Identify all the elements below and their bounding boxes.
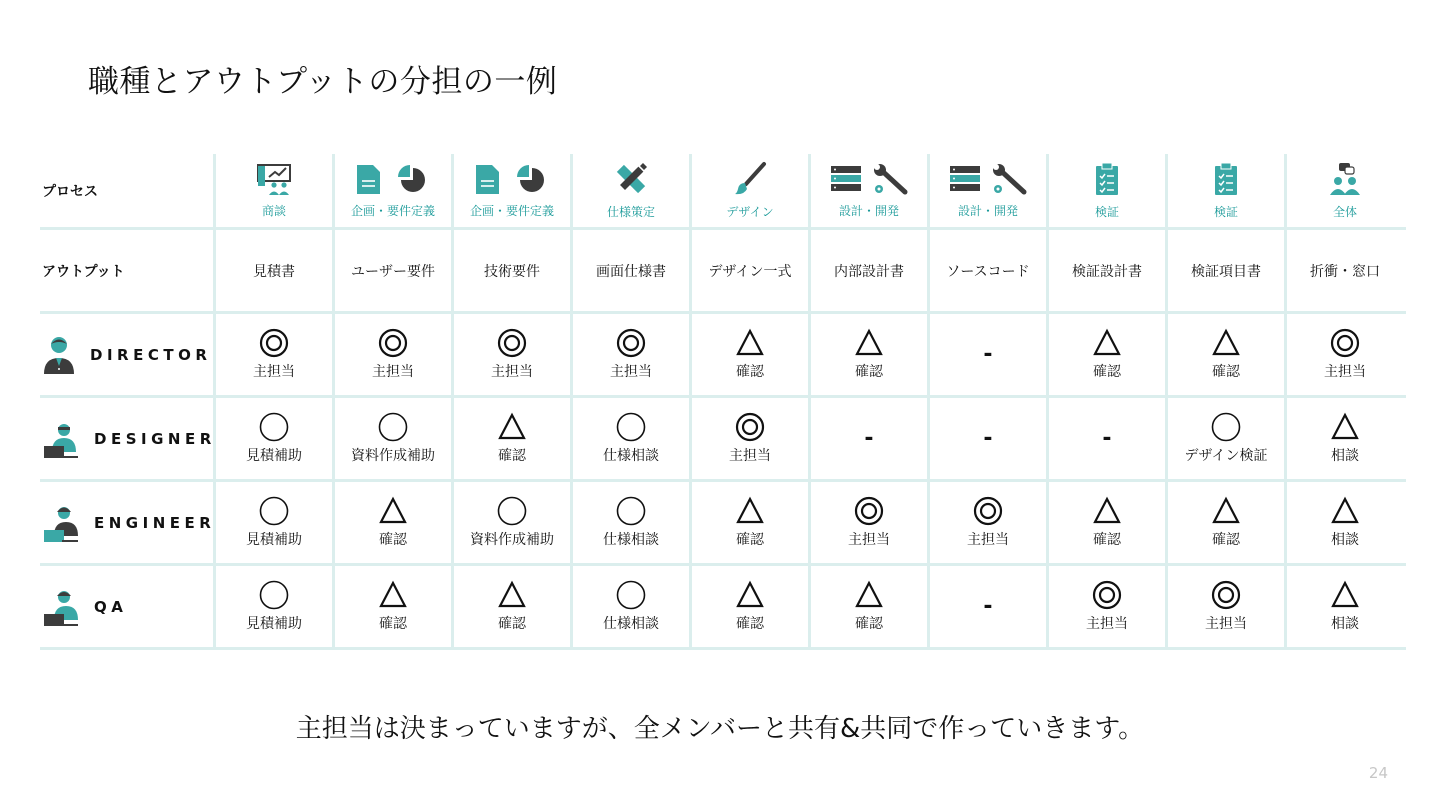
output-label: ソースコード: [946, 263, 1030, 280]
none-mark: -: [983, 342, 993, 367]
assignment-label: 確認: [498, 616, 526, 632]
assignment-cell: [213, 398, 332, 479]
assignment-label: 見積補助: [246, 616, 302, 632]
circle-mark: [616, 412, 646, 442]
process-cell: [808, 154, 927, 227]
circle-mark: [497, 496, 527, 526]
clipboard-checklist-icon: [1211, 161, 1241, 197]
assignment-cell: [213, 314, 332, 395]
assignment-label: 主担当: [610, 364, 652, 380]
process-cell: [213, 154, 332, 227]
assignment-label: 主担当: [253, 364, 295, 380]
process-cell: [927, 154, 1046, 227]
output-cell: [1284, 230, 1403, 311]
assignment-label: 相談: [1331, 448, 1359, 464]
assignment-cell: [570, 482, 689, 563]
assignment-label: 確認: [1093, 364, 1121, 380]
output-cell: [808, 230, 927, 311]
assignment-cell: [1046, 566, 1165, 647]
role-header: [40, 566, 213, 647]
document-pie-chart-icon: [353, 162, 433, 196]
output-cell: [332, 230, 451, 311]
assignment-label: 確認: [736, 532, 764, 548]
triangle-mark: [1330, 412, 1360, 442]
output-cell: [451, 230, 570, 311]
role-name: ENGINEER: [94, 513, 216, 532]
double-circle-mark: [1092, 580, 1122, 610]
output-label: 検証設計書: [1072, 263, 1142, 280]
assignment-label: 資料作成補助: [470, 532, 554, 548]
triangle-mark: [1211, 496, 1241, 526]
paintbrush-icon: [732, 161, 768, 197]
circle-mark: [616, 580, 646, 610]
assignment-cell: [689, 566, 808, 647]
assignment-label: 主担当: [1205, 616, 1247, 632]
assignment-label: 確認: [855, 616, 883, 632]
output-label: 技術要件: [484, 263, 540, 280]
double-circle-mark: [735, 412, 765, 442]
assignment-cell: [1165, 566, 1284, 647]
assignment-label: 確認: [736, 616, 764, 632]
process-row: [40, 154, 1406, 230]
process-label: 企画・要件定義: [469, 204, 554, 218]
triangle-mark: [378, 496, 408, 526]
output-cell: [689, 230, 808, 311]
assignment-cell: [689, 482, 808, 563]
assignment-cell: [332, 566, 451, 647]
triangle-mark: [854, 328, 884, 358]
pencil-ruler-icon: [613, 161, 649, 197]
process-label: 検証: [1213, 205, 1238, 219]
role-name: DIRECTOR: [90, 345, 212, 364]
assignment-cell: [1046, 398, 1165, 479]
assignment-cell: [927, 398, 1046, 479]
assignment-cell: [1165, 482, 1284, 563]
assignment-cell: [1046, 314, 1165, 395]
double-circle-mark: [259, 328, 289, 358]
assignment-label: 確認: [1212, 532, 1240, 548]
triangle-mark: [1211, 328, 1241, 358]
circle-mark: [378, 412, 408, 442]
assignment-label: 主担当: [848, 532, 890, 548]
output-label: ユーザー要件: [351, 263, 435, 280]
assignment-cell: [927, 482, 1046, 563]
assignment-label: 仕様相談: [603, 448, 659, 464]
output-label: 画面仕様書: [596, 263, 666, 280]
assignment-label: 確認: [1093, 532, 1121, 548]
assignment-label: 見積補助: [246, 448, 302, 464]
assignment-label: 主担当: [491, 364, 533, 380]
double-circle-mark: [378, 328, 408, 358]
triangle-mark: [1330, 580, 1360, 610]
process-label: 設計・開発: [838, 204, 899, 218]
assignment-label: 確認: [855, 364, 883, 380]
process-cell: [332, 154, 451, 227]
process-label: 仕様策定: [606, 205, 655, 219]
server-wrench-icon: [947, 162, 1029, 196]
document-pie-chart-icon: [472, 162, 552, 196]
designer-person-icon: [42, 418, 80, 460]
assignment-cell: [451, 482, 570, 563]
director-person-icon: [42, 334, 76, 376]
process-label: 設計・開発: [957, 204, 1018, 218]
none-mark: -: [1102, 426, 1112, 451]
output-label: 見積書: [253, 263, 295, 280]
assignment-cell: [451, 314, 570, 395]
assignment-cell: [1165, 398, 1284, 479]
assignment-label: 主担当: [372, 364, 414, 380]
assignment-cell: [808, 482, 927, 563]
team-chat-icon: [1327, 161, 1363, 197]
role-name: DESIGNER: [94, 429, 216, 448]
assignment-cell: [570, 398, 689, 479]
triangle-mark: [1092, 328, 1122, 358]
assignment-label: 主担当: [1086, 616, 1128, 632]
assignment-cell: [689, 398, 808, 479]
assignment-cell: [213, 482, 332, 563]
circle-mark: [259, 412, 289, 442]
assignment-cell: [451, 398, 570, 479]
assignment-cell: [927, 314, 1046, 395]
qa-person-icon: [42, 586, 80, 628]
process-cell: [689, 154, 808, 227]
assignment-label: 相談: [1331, 616, 1359, 632]
output-cell: [1165, 230, 1284, 311]
output-label: デザイン一式: [708, 263, 792, 280]
double-circle-mark: [854, 496, 884, 526]
process-cell: [1165, 154, 1284, 227]
assignment-cell: [1046, 482, 1165, 563]
assignment-cell: [808, 398, 927, 479]
page-number: 24: [1368, 764, 1388, 782]
assignment-cell: [1284, 398, 1403, 479]
process-row-header: プロセス: [42, 183, 98, 200]
process-label: 企画・要件定義: [350, 204, 435, 218]
output-cell: [1046, 230, 1165, 311]
assignment-label: 相談: [1331, 532, 1359, 548]
assignment-label: 確認: [379, 616, 407, 632]
output-row: [40, 230, 1406, 314]
triangle-mark: [735, 328, 765, 358]
assignment-cell: [213, 566, 332, 647]
output-row-header: アウトプット: [42, 263, 125, 280]
assignment-label: 仕様相談: [603, 616, 659, 632]
presentation-board-icon: [255, 162, 293, 196]
responsibility-table: [40, 154, 1406, 650]
process-label: 商談: [261, 204, 286, 218]
triangle-mark: [497, 580, 527, 610]
triangle-mark: [378, 580, 408, 610]
assignment-cell: [1165, 314, 1284, 395]
assignment-label: 確認: [379, 532, 407, 548]
process-cell: [451, 154, 570, 227]
none-mark: -: [983, 594, 993, 619]
circle-mark: [1211, 412, 1241, 442]
role-header: [40, 314, 213, 395]
output-cell: [213, 230, 332, 311]
circle-mark: [259, 496, 289, 526]
process-label: 検証: [1094, 205, 1119, 219]
assignment-cell: [332, 482, 451, 563]
role-row-qa: [40, 566, 1406, 650]
role-header: [40, 482, 216, 563]
double-circle-mark: [497, 328, 527, 358]
assignment-cell: [1284, 482, 1403, 563]
triangle-mark: [1092, 496, 1122, 526]
assignment-label: デザイン検証: [1184, 448, 1268, 464]
none-mark: -: [983, 426, 993, 451]
assignment-cell: [808, 314, 927, 395]
assignment-cell: [332, 314, 451, 395]
assignment-label: 確認: [498, 448, 526, 464]
role-row-designer: [40, 398, 1406, 482]
clipboard-checklist-icon: [1092, 161, 1122, 197]
process-label: 全体: [1332, 205, 1357, 219]
assignment-cell: [927, 566, 1046, 647]
triangle-mark: [854, 580, 884, 610]
role-row-director: [40, 314, 1406, 398]
assignment-label: 仕様相談: [603, 532, 659, 548]
role-row-engineer: [40, 482, 1406, 566]
slide-title: 職種とアウトプットの分担の一例: [88, 64, 558, 100]
triangle-mark: [735, 580, 765, 610]
assignment-cell: [570, 566, 689, 647]
assignment-label: 確認: [1212, 364, 1240, 380]
role-name: QA: [94, 597, 128, 616]
output-cell: [927, 230, 1046, 311]
double-circle-mark: [973, 496, 1003, 526]
assignment-label: 確認: [736, 364, 764, 380]
process-cell: [1046, 154, 1165, 227]
triangle-mark: [1330, 496, 1360, 526]
assignment-label: 主担当: [1324, 364, 1366, 380]
process-label: デザイン: [726, 205, 774, 219]
server-wrench-icon: [828, 162, 910, 196]
assignment-cell: [1284, 314, 1403, 395]
assignment-label: 主担当: [729, 448, 771, 464]
assignment-cell: [451, 566, 570, 647]
triangle-mark: [735, 496, 765, 526]
double-circle-mark: [616, 328, 646, 358]
circle-mark: [259, 580, 289, 610]
assignment-cell: [332, 398, 451, 479]
output-label: 検証項目書: [1191, 263, 1261, 280]
process-cell: [1284, 154, 1403, 227]
output-label: 内部設計書: [834, 263, 904, 280]
circle-mark: [616, 496, 646, 526]
double-circle-mark: [1211, 580, 1241, 610]
assignment-label: 資料作成補助: [351, 448, 435, 464]
assignment-cell: [808, 566, 927, 647]
output-label: 折衝・窓口: [1310, 263, 1380, 280]
assignment-label: 見積補助: [246, 532, 302, 548]
triangle-mark: [497, 412, 527, 442]
engineer-person-icon: [42, 502, 80, 544]
double-circle-mark: [1330, 328, 1360, 358]
none-mark: -: [864, 426, 874, 451]
process-cell: [570, 154, 689, 227]
role-header: [40, 398, 216, 479]
assignment-cell: [1284, 566, 1403, 647]
assignment-label: 主担当: [967, 532, 1009, 548]
output-cell: [570, 230, 689, 311]
assignment-cell: [570, 314, 689, 395]
assignment-cell: [689, 314, 808, 395]
footer-message: 主担当は決まっていますが、全メンバーと共有&共同で作っていきます。: [295, 714, 1145, 744]
